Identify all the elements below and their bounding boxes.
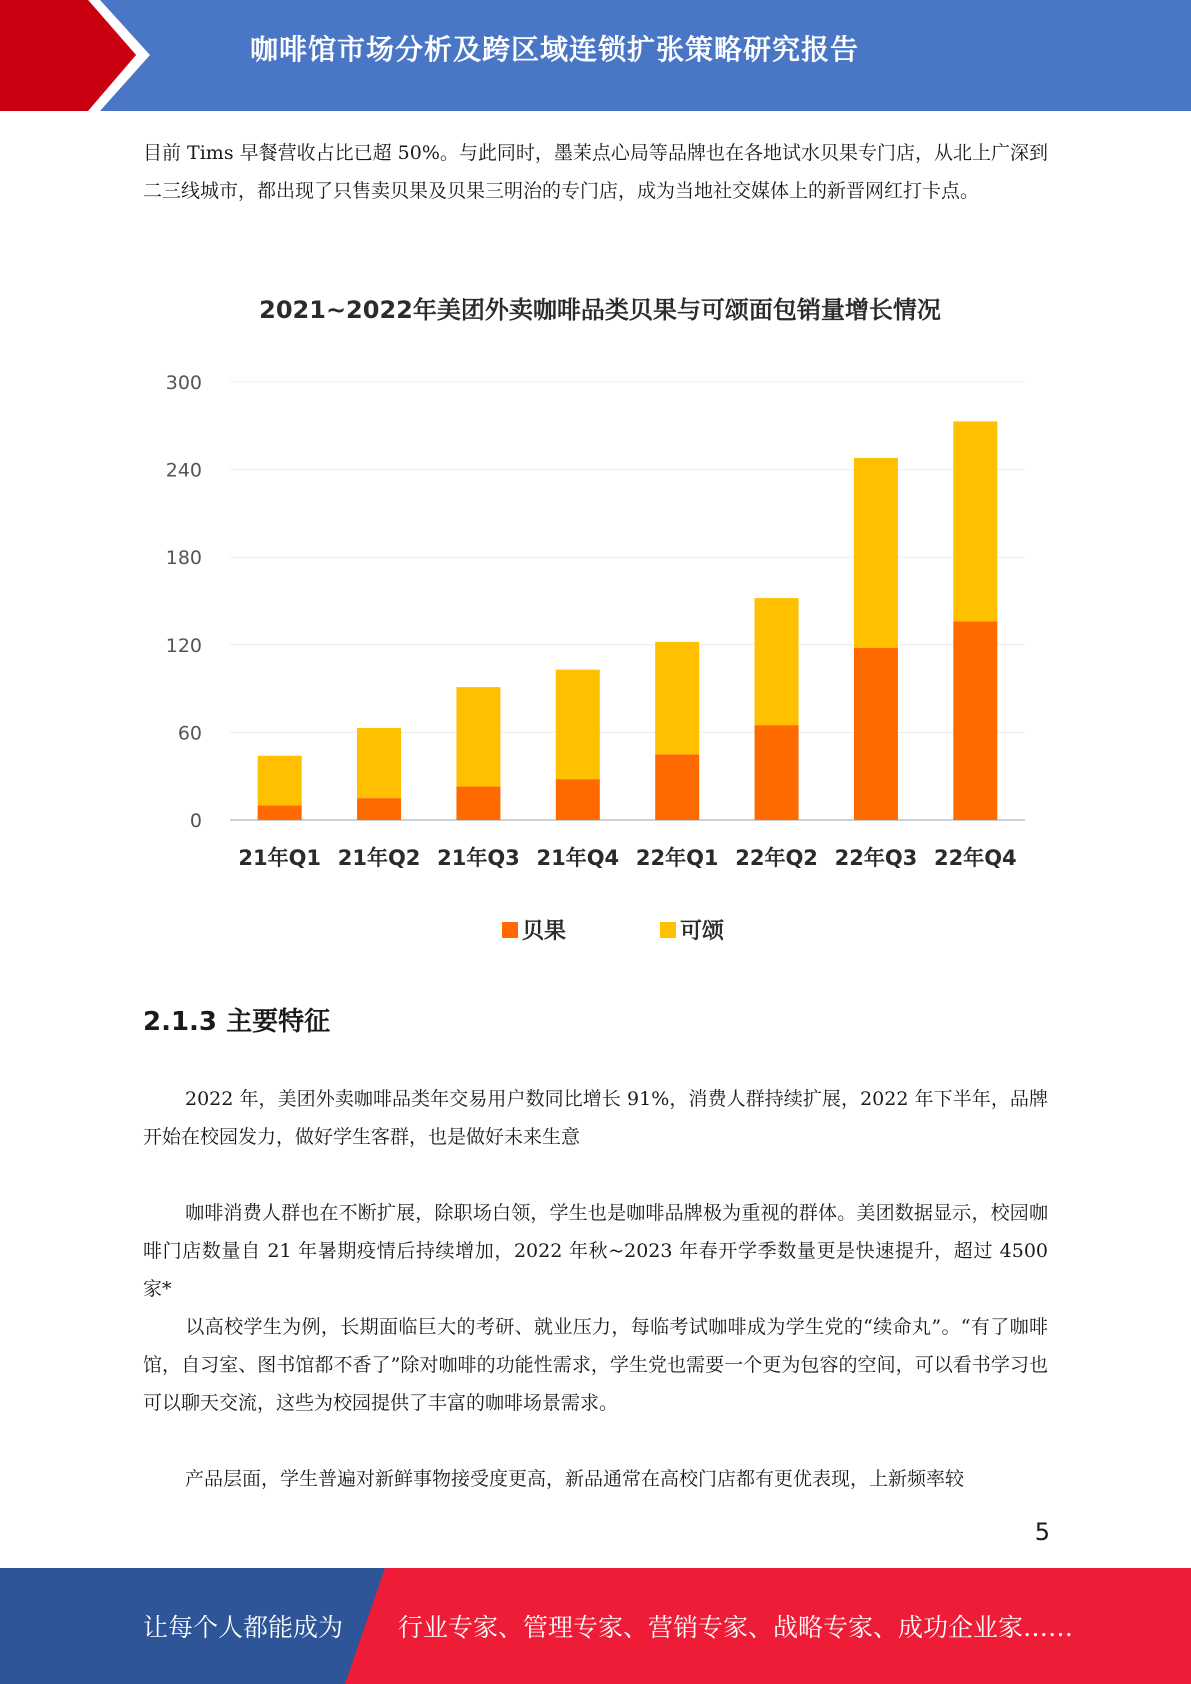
y-tick-label: 300 [165, 372, 202, 394]
bar-可颂 [357, 728, 401, 798]
bar-可颂 [755, 598, 799, 725]
bar-贝果 [556, 779, 600, 820]
x-tick-label: 22年Q3 [834, 846, 918, 870]
y-tick-label: 120 [165, 634, 202, 657]
x-tick-label: 22年Q4 [933, 846, 1017, 870]
x-tick-label: 22年Q1 [635, 846, 719, 870]
legend-swatch [660, 922, 676, 938]
paragraph-text: 以高校学生为例，长期面临巨大的考研、就业压力，每临考试咖啡成为学生党的“续命丸”。“有了咖啡馆，自习室、图书馆都不香了”除对咖啡的功能性需求，学生党也需要一个更为包容的空间，可以看书学习也可以聊天交流，这些为校园提供了丰富的咖啡场景需求。 [143, 1316, 1048, 1414]
intro-paragraph: 目前 Tims 早餐营收占比已超 50%。与此同时，墨茉点心局等品牌也在各地试水贝果专门店，从北上广深到二三线城市，都出现了只售卖贝果及贝果三明治的专门店，成为当地社交媒体上的新晋网红打卡点。 [143, 142, 1048, 202]
bar-可颂 [953, 421, 997, 621]
chart-legend [502, 919, 725, 944]
y-tick-label: 60 [177, 722, 202, 745]
chart-title: 2021~2022年美团外卖咖啡品类贝果与可颂面包销量增长情况 [259, 296, 941, 324]
y-tick-label: 0 [189, 810, 202, 832]
report-title: 咖啡馆市场分析及跨区域连锁扩张策略研究报告 [250, 33, 860, 66]
paragraph-text: 产品层面，学生普遍对新鲜事物接受度更高，新品通常在高校门店都有更优表现，上新频率较 [185, 1468, 965, 1490]
paragraph-text: 咖啡消费人群也在不断扩展，除职场白领，学生也是咖啡品牌极为重视的群体。美团数据显示，校园咖啡门店数量自 21 年暑期疫情后持续增加，2022 年秋~2023 年春开学季数量更是快速提升，超过 4500 家* [143, 1202, 1048, 1300]
x-tick-label: 22年Q2 [735, 846, 818, 870]
chart-bars [258, 421, 998, 820]
legend-swatch [502, 922, 518, 938]
x-tick-label: 21年Q1 [238, 846, 322, 870]
bar-贝果 [854, 648, 898, 820]
body-paragraph-3 [143, 1308, 1048, 1422]
chart-y-axis [166, 372, 202, 832]
legend-label: 贝果 [522, 919, 567, 944]
bar-贝果 [357, 798, 401, 820]
page-number: 5 [1034, 1518, 1050, 1546]
bar-可颂 [854, 458, 898, 648]
footer-banner [0, 1568, 1191, 1684]
paragraph-text: 2022 年，美团外卖咖啡品类年交易用户数同比增长 91%，消费人群持续扩展，2022 年下半年，品牌开始在校园发力，做好学生客群，也是做好未来生意 [143, 1088, 1048, 1148]
bar-贝果 [456, 786, 500, 820]
chart-gridlines [230, 382, 1025, 820]
bar-可颂 [456, 687, 500, 786]
x-tick-label: 21年Q3 [437, 846, 520, 870]
legend-label: 可颂 [680, 919, 725, 944]
bar-贝果 [755, 725, 799, 820]
bar-贝果 [953, 621, 997, 820]
bar-可颂 [655, 642, 699, 754]
bar-可颂 [258, 756, 302, 806]
body-paragraph-1 [143, 1080, 1048, 1156]
header-chevron-icon [0, 0, 160, 111]
bar-贝果 [655, 754, 699, 820]
chart-svg [150, 290, 1050, 970]
y-tick-label: 240 [165, 459, 202, 482]
bar-贝果 [258, 805, 302, 820]
section-heading: 2.1.3 主要特征 [143, 1007, 331, 1037]
footer-slogan-right: 行业专家、管理专家、营销专家、战略专家、成功企业家…… [398, 1613, 1074, 1642]
body-paragraph-2 [143, 1194, 1048, 1308]
body-paragraph-4 [143, 1460, 1048, 1498]
y-tick-label: 180 [165, 547, 202, 570]
chart-x-axis [238, 846, 1016, 870]
x-tick-label: 21年Q2 [337, 846, 421, 870]
footer-slogan-left: 让每个人都能成为 [143, 1613, 344, 1642]
x-tick-label: 21年Q4 [536, 846, 620, 870]
bagel-croissant-sales-chart [150, 290, 1050, 970]
bar-可颂 [556, 670, 600, 780]
